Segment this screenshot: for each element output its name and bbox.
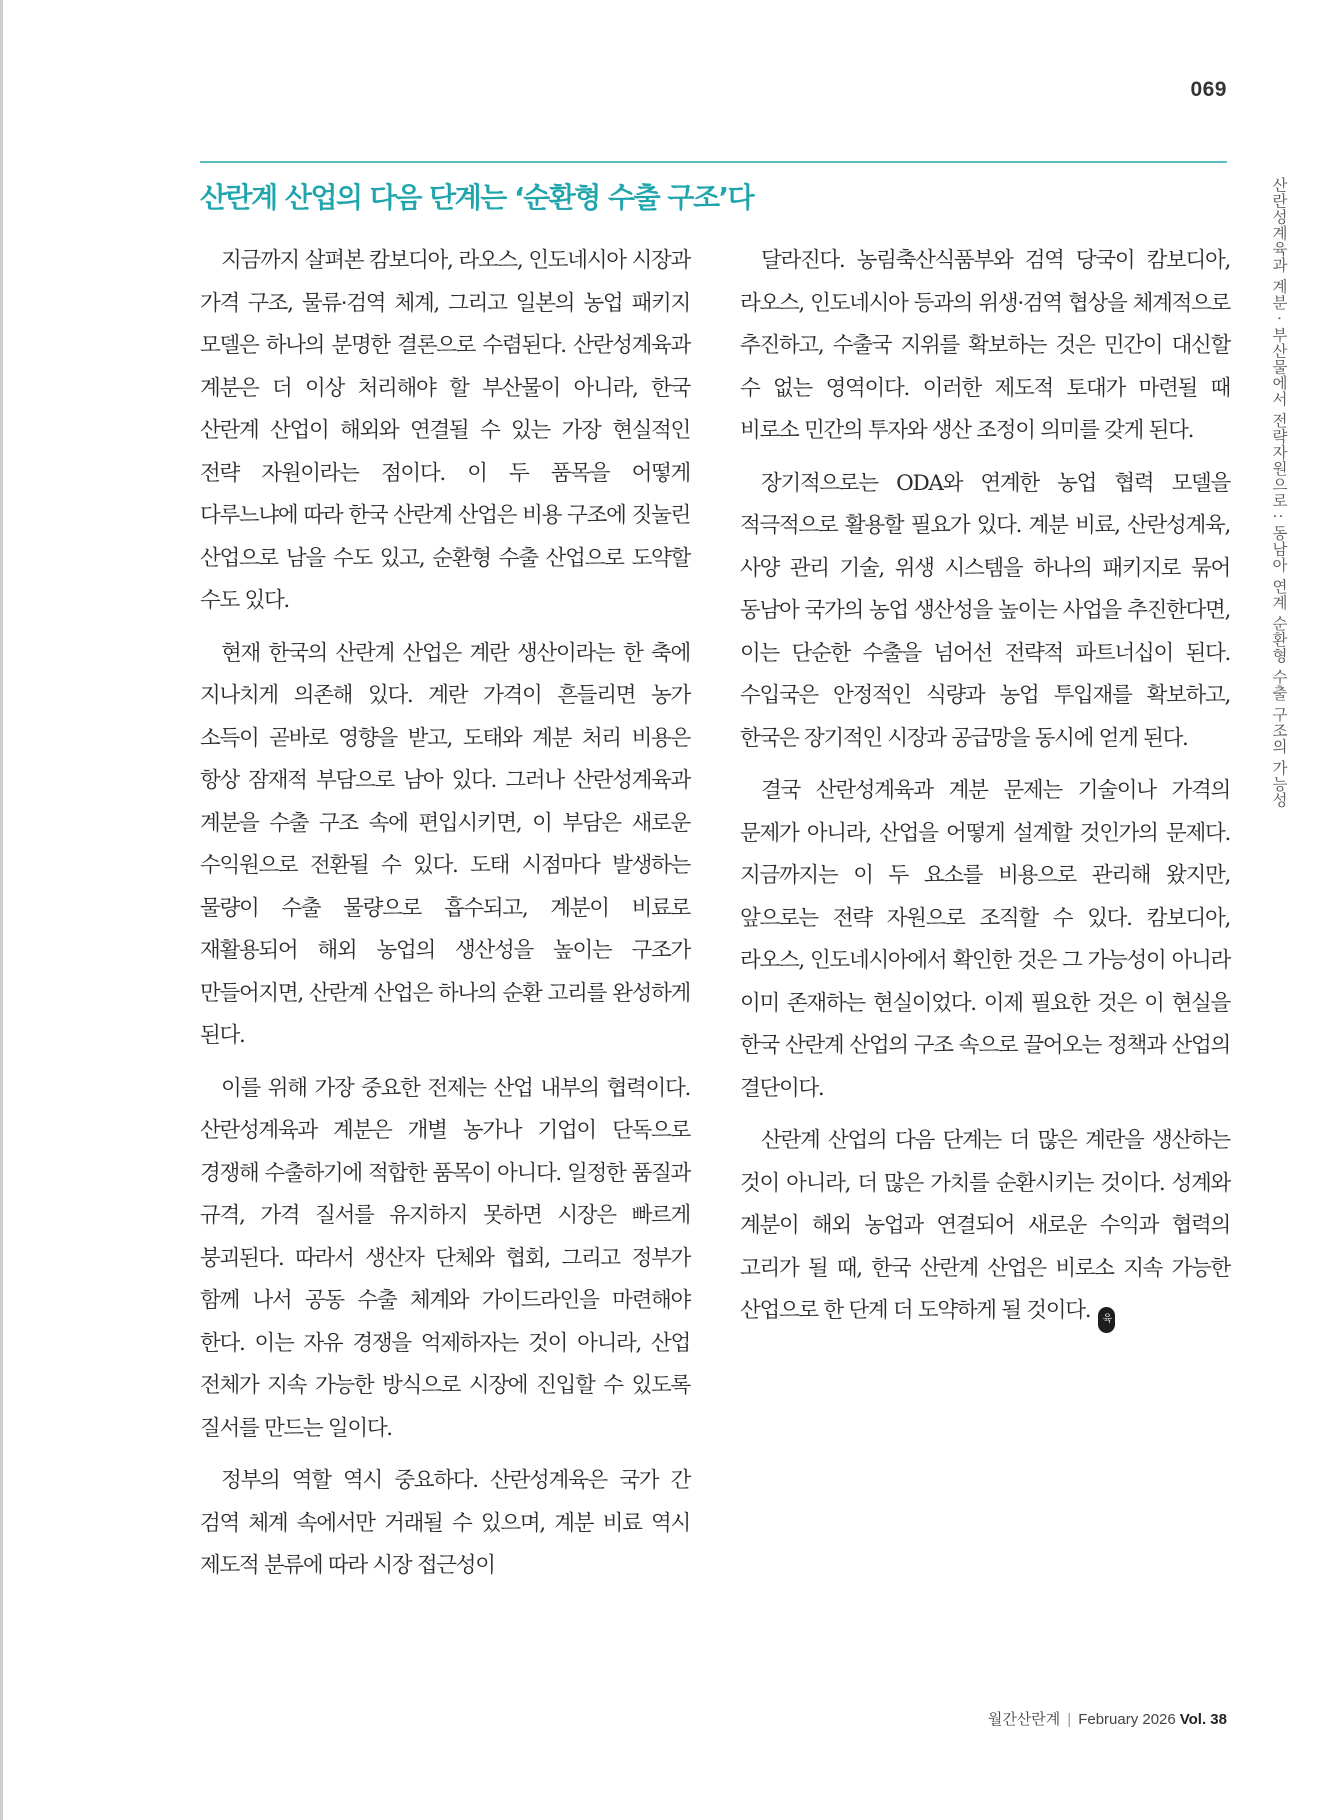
paragraph: 달라진다. 농림축산식품부와 검역 당국이 캄보디아, 라오스, 인도네시아 등과의 위생·검역 협상을 체계적으로 추진하고, 수출국 지위를 확보하는 것은 민간이 대신할 수 없는 영역이다. 이러한 제도적 토대가 마련될 때 비로소 민간의 투자와 생산 조정이 의미를 갖게 된다.	[740, 248, 1230, 443]
paragraph: 결국 산란성계육과 계분 문제는 기술이나 가격의 문제가 아니라, 산업을 어떻게 설계할 것인가의 문제다. 지금까지는 이 두 요소를 비용으로 관리해 왔지만, 앞으로는 전략 자원으로 조직할 수 있다. 캄보디아, 라오스, 인도네시아에서 확인한 것은 그 가능성이 아니라 이미 존재하는 현실이었다. 이제 필요한 것은 이 현실을 한국 산란계 산업의 구조 속으로 끌어오는 정책과 산업의 결단이다.	[740, 778, 1230, 1101]
volume-number: Vol. 38	[1179, 1711, 1227, 1728]
page-edge-line	[0, 0, 3, 1820]
running-side-title: 산란성계육과 계분 · 부산물에서 전략자원으로 : 동남아 연계 순환형 수출 구조의 가능성	[1270, 177, 1288, 808]
magazine-name: 월간산란계	[987, 1711, 1061, 1728]
section-divider	[200, 161, 1227, 163]
section-title: 산란계 산업의 다음 단계는 ‘순환형 수출 구조’다	[200, 181, 754, 214]
page-number: 069	[1190, 78, 1227, 101]
footer-separator: |	[1067, 1711, 1072, 1728]
article-end-mark-icon: 육	[1098, 1307, 1115, 1333]
paragraph: 지금까지 살펴본 캄보디아, 라오스, 인도네시아 시장과 가격 구조, 물류·검역 체계, 그리고 일본의 농업 패키지 모델은 하나의 분명한 결론으로 수렴된다. 산란성계육과 계분은 더 이상 처리해야 할 부산물이 아니라, 한국 산란계 산업이 해외와 연결될 수 있는 가장 현실적인 전략 자원이라는 점이다. 이 두 품목을 어떻게 다루느냐에 따라 한국 산란계 산업은 비용 구조에 짓눌린 산업으로 남을 수도 있고, 순환형 수출 산업으로 도약할 수도 있다.	[200, 248, 690, 613]
paragraph-final	[740, 1120, 1230, 1333]
page-footer	[988, 1708, 1227, 1729]
paragraph: 정부의 역할 역시 중요하다. 산란성계육은 국가 간 검역 체계 속에서만 거래될 수 있으며, 계분 비료 역시 제도적 분류에 따라 시장 접근성이	[200, 1468, 690, 1578]
paragraph: 장기적으로는 ODA와 연계한 농업 협력 모델을 적극적으로 활용할 필요가 있다. 계분 비료, 산란성계육, 사양 관리 기술, 위생 시스템을 하나의 패키지로 묶어 동남아 국가의 농업 생산성을 높이는 사업을 추진한다면, 이는 단순한 수출을 넘어선 전략적 파트너십이 된다. 수입국은 안정적인 식량과 농업 투입재를 확보하고, 한국은 장기적인 시장과 공급망을 동시에 얻게 된다.	[740, 470, 1230, 751]
paragraph: 현재 한국의 산란계 산업은 계란 생산이라는 한 축에 지나치게 의존해 있다. 계란 가격이 흔들리면 농가 소득이 곧바로 영향을 받고, 도태와 계분 처리 비용은 항상 잠재적 부담으로 남아 있다. 그러나 산란성계육과 계분을 수출 구조 속에 편입시키면, 이 부담은 새로운 수익원으로 전환될 수 있다. 도태 시점마다 발생하는 물량이 수출 물량으로 흡수되고, 계분이 비료로 재활용되어 해외 농업의 생산성을 높이는 구조가 만들어지면, 산란계 산업은 하나의 순환 고리를 완성하게 된다.	[200, 640, 690, 1048]
paragraph: 이를 위해 가장 중요한 전제는 산업 내부의 협력이다. 산란성계육과 계분은 개별 농가나 기업이 단독으로 경쟁해 수출하기에 적합한 품목이 아니다. 일정한 품질과 규격, 가격 질서를 유지하지 못하면 시장은 빠르게 붕괴된다. 따라서 생산자 단체와 협회, 그리고 정부가 함께 나서 공동 수출 체계와 가이드라인을 마련해야 한다. 이는 자유 경쟁을 억제하자는 것이 아니라, 산업 전체가 지속 가능한 방식으로 시장에 진입할 수 있도록 질서를 만드는 일이다.	[200, 1075, 690, 1441]
issue-date: February 2026	[1078, 1711, 1176, 1728]
paragraph-final-text: 산란계 산업의 다음 단계는 더 많은 계란을 생산하는 것이 아니라, 더 많은 가치를 순환시키는 것이다. 성계와 계분이 해외 농업과 연결되어 새로운 수익과 협력의 고리가 될 때, 한국 산란계 산업은 비로소 지속 가능한 산업으로 한 단계 더 도약하게 될 것이다.	[740, 1128, 1230, 1323]
text-column-left	[200, 240, 690, 1598]
text-column-right	[740, 240, 1230, 1343]
